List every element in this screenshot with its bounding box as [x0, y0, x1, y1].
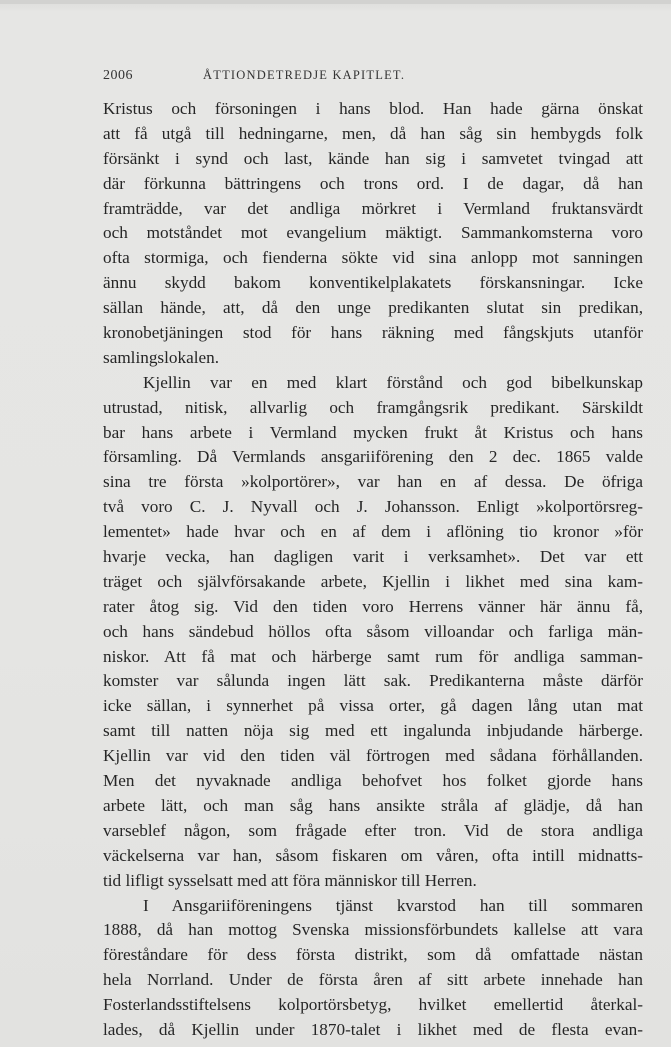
- paragraph: [103, 97, 643, 371]
- text-line: Kjellin var vid den tiden väl förtrogen med sådana förhållanden.: [103, 746, 643, 766]
- text-line: försänkt i synd och last, kände han sig i samvetet tvingad att: [103, 148, 643, 168]
- text-line: I Ansgariiföreningens tjänst kvarstod han till sommaren: [143, 895, 643, 915]
- text-line: framträdde, var det andliga mörkret i Vermland fruktansvärdt: [103, 198, 643, 218]
- text-line: kronobetjäningen stod för hans räkning med fångskjuts utanför: [103, 323, 643, 343]
- text-line: där förkunna bättringens och trons ord. I de dagar, då han: [103, 173, 643, 193]
- text-line: ofta stormiga, och fienderna sökte vid sina anlopp mot sanningen: [103, 248, 643, 268]
- paragraph: [103, 894, 643, 1043]
- text-line: församling. Då Vermlands ansgariiförening den 2 dec. 1865 valde: [103, 447, 643, 467]
- text-line: lades, då Kjellin under 1870-talet i likhet med de flesta evan-: [103, 1019, 643, 1039]
- running-title: ÅTTIONDETREDJE KAPITLET.: [203, 68, 406, 82]
- text-line: utrustad, nitisk, allvarlig och framgångsrik predikant. Särskildt: [103, 397, 643, 417]
- text-line: hela Norrland. Under de första åren af sitt arbete innehade han: [103, 970, 643, 990]
- text-line: sällan hände, att, då den unge predikanten slutat sin predikan,: [103, 298, 643, 318]
- text-line: niskor. Att få mat och härberge samt rum för andliga samman-: [103, 646, 643, 666]
- text-line: ännu skydd bakom konventikelplakatets förskansningar. Icke: [103, 273, 643, 293]
- page-number: 2006: [103, 68, 133, 83]
- text-line: komster var sålunda ingen lätt sak. Predikanterna måste därför: [103, 671, 643, 691]
- text-line: tid lifligt sysselsatt med att föra människor till Herren.: [103, 870, 477, 890]
- text-line: varseblef någon, som frågade efter tron. Vid de stora andliga: [103, 820, 643, 840]
- text-line: lementet» hade hvar och en af dem i aflöning tio kronor »för: [103, 522, 643, 542]
- text-line: Men det nyvaknade andliga behofvet hos folket gjorde hans: [103, 771, 643, 791]
- text-line: två voro C. J. Nyvall och J. Johansson. Enligt »kolportörsreg-: [103, 497, 643, 517]
- text-line: samt till natten nöja sig med ett ingalunda inbjudande härberge.: [103, 721, 643, 741]
- text-line: arbete lätt, och man såg hans ansikte stråla af glädje, då han: [103, 795, 643, 815]
- text-line: och motståndet mot evangelium mäktigt. Sammankomsterna voro: [103, 223, 643, 243]
- paragraph: [103, 371, 643, 894]
- text-line: rater åtog sig. Vid den tiden voro Herrens vänner här ännu få,: [103, 596, 643, 616]
- text-line: och hans sändebud höllos ofta såsom villoandar och farliga män-: [103, 621, 643, 641]
- text-line: väckelserna var han, såsom fiskaren om våren, ofta intill midnatts-: [103, 845, 643, 865]
- text-line: hvarje vecka, han dagligen varit i verksamhet». Det var ett: [103, 547, 643, 567]
- text-line: samlingslokalen.: [103, 347, 219, 367]
- body-text: [103, 97, 643, 1043]
- text-line: bar hans arbete i Vermland mycken frukt åt Kristus och hans: [103, 422, 643, 442]
- text-line: sina tre första »kolportörer», var han en af dessa. De öfriga: [103, 472, 643, 492]
- text-line: träget och självförsakande arbete, Kjellin i likhet med sina kam-: [103, 571, 643, 591]
- page-header: [103, 68, 643, 88]
- text-line: föreståndare för dess första distrikt, som då omfattade nästan: [103, 945, 643, 965]
- text-line: Kristus och försoningen i hans blod. Han hade gärna önskat: [103, 99, 643, 118]
- text-line: icke sällan, i synnerhet på vissa orter, gå dagen lång utan mat: [103, 696, 643, 716]
- text-line: 1888, då han mottog Svenska missionsförbundets kallelse att vara: [103, 920, 643, 940]
- page-top-edge: [0, 0, 671, 4]
- text-line: Kjellin var en med klart förstånd och god bibelkunskap: [143, 372, 643, 392]
- text-line: Fosterlandsstiftelsens kolportörsbetyg, hvilket emellertid återkal-: [103, 995, 643, 1015]
- text-line: att få utgå till hedningarne, men, då han såg sin hembygds folk: [103, 123, 643, 143]
